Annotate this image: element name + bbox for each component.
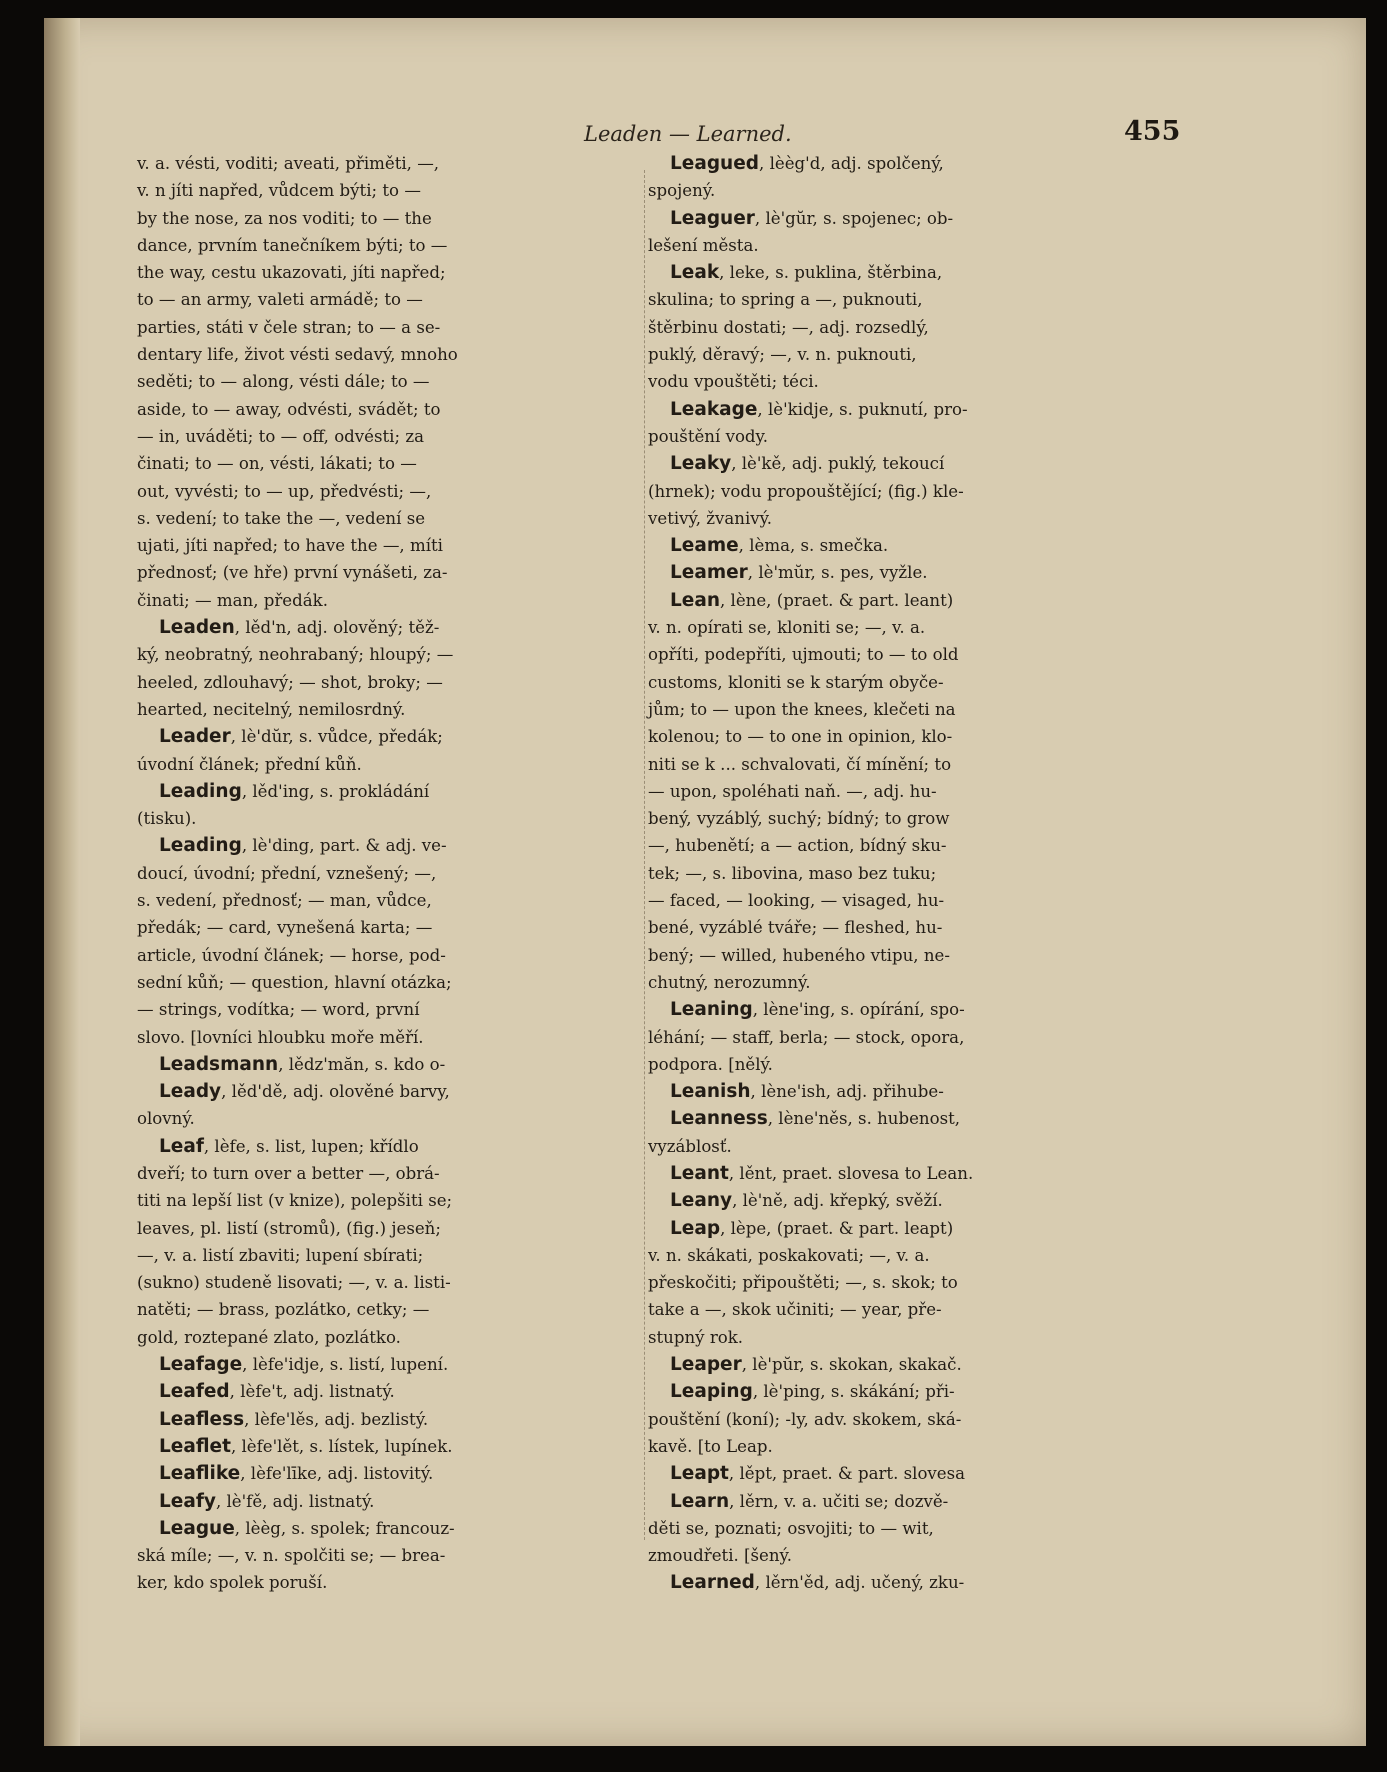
entry-text: niti se k ... schvalovati, čí mínění; to bbox=[648, 754, 952, 774]
entry-text: v. n. skákati, poskakovati; —, v. a. bbox=[648, 1245, 930, 1265]
entry-text: s. vedení; to take the —, vedení se bbox=[137, 508, 426, 528]
entry-text: jům; to — upon the knees, klečeti na bbox=[648, 699, 956, 719]
entry-line bbox=[137, 341, 645, 368]
entry-line bbox=[137, 205, 645, 232]
entry-text: skulina; to spring a —, puknouti, bbox=[648, 290, 923, 310]
entry-text: vetivý, žvanivý. bbox=[648, 508, 773, 528]
entry-text: podpora. [nělý. bbox=[648, 1054, 773, 1074]
entry-line bbox=[648, 505, 1158, 532]
entry-text: (tisku). bbox=[137, 809, 197, 829]
entry-line bbox=[648, 1051, 1158, 1078]
entry-line bbox=[648, 1406, 1158, 1433]
entry-text: , lědz'măn, s. kdo o- bbox=[278, 1054, 446, 1074]
entry-line-headword bbox=[137, 614, 645, 641]
entry-text: , lèfe'lět, s. lístek, lupínek. bbox=[230, 1436, 453, 1456]
entry-line bbox=[648, 751, 1158, 778]
entry-text: , lè'fě, adj. listnatý. bbox=[215, 1491, 375, 1511]
headword: League bbox=[159, 1517, 235, 1539]
entry-text: tek; —, s. libovina, maso bez tuku; bbox=[648, 863, 937, 883]
headword: Leanish bbox=[670, 1081, 751, 1103]
headword: Leadsmann bbox=[159, 1053, 279, 1075]
entry-text: , lè'pŭr, s. skokan, skakač. bbox=[741, 1355, 962, 1375]
entry-text: , lèpe, (praet. & part. leapt) bbox=[720, 1218, 954, 1238]
entry-text: , lène, (praet. & part. leant) bbox=[720, 590, 954, 610]
entry-line bbox=[137, 1160, 645, 1187]
entry-text: — in, uváděti; to — off, odvésti; za bbox=[137, 426, 424, 446]
entry-line-headword bbox=[648, 1351, 1158, 1378]
entry-line-headword bbox=[648, 396, 1158, 423]
column-divider bbox=[644, 170, 646, 1540]
entry-line bbox=[648, 641, 1158, 668]
entry-text: přednosť; (ve hře) první vynášeti, za- bbox=[137, 563, 448, 583]
headword: Leaning bbox=[670, 999, 753, 1021]
headword: Leaper bbox=[670, 1354, 742, 1376]
entry-text: ký, neobratný, neohrabaný; hloupý; — bbox=[137, 645, 454, 665]
entry-text: , lěd'ing, s. prokládání bbox=[241, 781, 430, 801]
entry-text: štěrbinu dostati; —, adj. rozsedlý, bbox=[648, 317, 929, 337]
entry-line-headword bbox=[137, 1051, 645, 1078]
entry-line bbox=[137, 532, 645, 559]
entry-text: — faced, — looking, — visaged, hu- bbox=[648, 891, 945, 911]
entry-text: kavě. [to Leap. bbox=[648, 1436, 773, 1456]
entry-text: opříti, podepříti, ujmouti; to — to old bbox=[648, 645, 959, 665]
entry-text: , lè'ping, s. skákání; při- bbox=[752, 1382, 955, 1402]
headword: Leamer bbox=[670, 562, 748, 584]
entry-line-headword bbox=[137, 1488, 645, 1515]
entry-line-headword bbox=[137, 1351, 645, 1378]
entry-text: aside, to — away, odvésti, svádět; to bbox=[137, 399, 441, 419]
entry-text: , lèfe't, adj. listnatý. bbox=[229, 1382, 395, 1402]
headword: Leafed bbox=[159, 1381, 230, 1403]
entry-line bbox=[648, 914, 1158, 941]
entry-text: — strings, vodítka; — word, první bbox=[137, 1000, 420, 1020]
entry-line bbox=[648, 423, 1158, 450]
entry-text: (sukno) studeně lisovati; —, v. a. listi- bbox=[137, 1273, 451, 1293]
entry-text: s. vedení, přednosť; — man, vůdce, bbox=[137, 891, 432, 911]
entry-text: vyzáblosť. bbox=[648, 1136, 732, 1156]
entry-text: , lè'dŭr, s. vůdce, předák; bbox=[230, 727, 443, 747]
entry-text: zmoudřeti. [šený. bbox=[648, 1546, 792, 1566]
entry-text: v. n. opírati se, kloniti se; —, v. a. bbox=[648, 618, 926, 638]
entry-text: dentary life, život vésti sedavý, mnoho bbox=[137, 345, 458, 365]
entry-line-headword bbox=[137, 1078, 645, 1105]
entry-text: , lè'mŭr, s. pes, vyžle. bbox=[747, 563, 928, 583]
entry-line bbox=[648, 860, 1158, 887]
headword: Leak bbox=[670, 262, 720, 284]
entry-text: , lèma, s. smečka. bbox=[738, 536, 889, 556]
entry-text: , lène'ing, s. opírání, spo- bbox=[752, 1000, 965, 1020]
entry-text: , leke, s. puklina, štěrbina, bbox=[719, 263, 943, 283]
entry-text: , lèfe'līke, adj. listovitý. bbox=[240, 1464, 434, 1484]
entry-text: , lěd'n, adj. olověný; těž- bbox=[234, 618, 440, 638]
entry-line-headword bbox=[648, 1187, 1158, 1214]
entry-line bbox=[137, 1215, 645, 1242]
entry-line bbox=[137, 669, 645, 696]
entry-line-headword bbox=[137, 1515, 645, 1542]
entry-text: titi na lepší list (v knize), polepšiti se; bbox=[137, 1191, 453, 1211]
entry-text: , lěpt, praet. & part. slovesa bbox=[728, 1464, 966, 1484]
entry-line-headword bbox=[648, 1460, 1158, 1487]
entry-text: heeled, zdlouhavý; — shot, broky; — bbox=[137, 672, 443, 692]
entry-text: hearted, necitelný, nemilosrdný. bbox=[137, 699, 406, 719]
entry-text: stupný rok. bbox=[648, 1327, 744, 1347]
headword: Leafage bbox=[159, 1354, 243, 1376]
entry-line bbox=[648, 778, 1158, 805]
entry-text: , lè'kidje, s. puknutí, pro- bbox=[757, 399, 968, 419]
entry-line bbox=[137, 1242, 645, 1269]
headword: Leaflike bbox=[159, 1463, 241, 1485]
entry-line bbox=[137, 559, 645, 586]
entry-line bbox=[648, 832, 1158, 859]
entry-line bbox=[648, 341, 1158, 368]
headword: Leany bbox=[670, 1190, 733, 1212]
entry-text: customs, kloniti se k starým obyče- bbox=[648, 672, 944, 692]
entry-line bbox=[137, 314, 645, 341]
entry-line bbox=[137, 1024, 645, 1051]
entry-line-headword bbox=[137, 832, 645, 859]
headword: Lean bbox=[670, 589, 720, 611]
entry-line bbox=[648, 805, 1158, 832]
entry-line bbox=[648, 314, 1158, 341]
entry-line-headword bbox=[648, 559, 1158, 586]
entry-line bbox=[648, 969, 1158, 996]
entry-text: činati; — man, předák. bbox=[137, 590, 328, 610]
entry-text: , lěd'dě, adj. olověné barvy, bbox=[221, 1082, 450, 1102]
headword: Learn bbox=[670, 1490, 730, 1512]
headword: Leanness bbox=[670, 1108, 768, 1130]
entry-text: take a —, skok učiniti; — year, pře- bbox=[648, 1300, 942, 1320]
entry-text: —, hubenětí; a — action, bídný sku- bbox=[648, 836, 947, 856]
entry-line-headword bbox=[648, 1569, 1158, 1596]
entry-text: v. n jíti napřed, vůdcem býti; to — bbox=[137, 181, 421, 201]
entry-line-headword bbox=[137, 723, 645, 750]
entry-text: pouštění vody. bbox=[648, 426, 769, 446]
entry-line-headword bbox=[137, 1378, 645, 1405]
entry-text: , lè'gŭr, s. spojenec; ob- bbox=[754, 208, 954, 228]
entry-text: doucí, úvodní; přední, vznešený; —, bbox=[137, 863, 437, 883]
headword: Leaflet bbox=[159, 1435, 231, 1457]
headword: Leading bbox=[159, 835, 242, 857]
entry-line-headword bbox=[648, 450, 1158, 477]
entry-text: ker, kdo spolek poruší. bbox=[137, 1573, 328, 1593]
entry-text: léhání; — staff, berla; — stock, opora, bbox=[648, 1027, 965, 1047]
entry-text: , lèèg, s. spolek; francouz- bbox=[234, 1518, 455, 1538]
entry-text: , lěnt, praet. slovesa to Lean. bbox=[728, 1163, 974, 1183]
entry-text: v. a. vésti, voditi; aveati, přiměti, —, bbox=[137, 154, 440, 173]
book-gutter bbox=[44, 18, 80, 1746]
entry-text: , lè'kě, adj. puklý, tekoucí bbox=[731, 454, 945, 474]
entry-line bbox=[648, 286, 1158, 313]
entry-text: , lèfe'idje, s. listí, lupení. bbox=[242, 1355, 449, 1375]
entry-line bbox=[648, 614, 1158, 641]
entry-line bbox=[648, 1242, 1158, 1269]
entry-line bbox=[137, 942, 645, 969]
entry-text: article, úvodní článek; — horse, pod- bbox=[137, 945, 446, 965]
entry-text: bené, vyzáblé tváře; — fleshed, hu- bbox=[648, 918, 943, 938]
entry-line bbox=[137, 1105, 645, 1132]
entry-line bbox=[137, 259, 645, 286]
headword: Leaguer bbox=[670, 207, 755, 229]
entry-line bbox=[137, 1542, 645, 1569]
entry-line bbox=[137, 1296, 645, 1323]
entry-text: lešení města. bbox=[648, 235, 759, 255]
entry-line-headword bbox=[137, 1406, 645, 1433]
entry-text: leaves, pl. listí (stromů), (fig.) jeseň; bbox=[137, 1218, 441, 1238]
entry-line-headword bbox=[648, 587, 1158, 614]
entry-line bbox=[648, 368, 1158, 395]
entry-line-headword bbox=[648, 1488, 1158, 1515]
headword: Leader bbox=[159, 726, 231, 748]
entry-line bbox=[137, 286, 645, 313]
headword: Leap bbox=[670, 1217, 721, 1239]
headword: Leagued bbox=[670, 153, 760, 174]
entry-line bbox=[137, 505, 645, 532]
entry-line-headword bbox=[648, 150, 1158, 177]
entry-line-headword bbox=[648, 996, 1158, 1023]
entry-text: přeskočiti; připouštěti; —, s. skok; to bbox=[648, 1273, 958, 1293]
headword: Leading bbox=[159, 780, 242, 802]
entry-line-headword bbox=[137, 1433, 645, 1460]
entry-text: , lè'ně, adj. křepký, svěží. bbox=[732, 1191, 943, 1211]
entry-text: (hrnek); vodu propouštějící; (fig.) kle- bbox=[648, 481, 964, 501]
entry-text: činati; to — on, vésti, lákati; to — bbox=[137, 454, 417, 474]
entry-line bbox=[648, 177, 1158, 204]
entry-text: vodu vpouštěti; téci. bbox=[648, 372, 819, 392]
entry-line bbox=[648, 1269, 1158, 1296]
entry-line-headword bbox=[648, 259, 1158, 286]
entry-line-headword bbox=[648, 1160, 1158, 1187]
headword: Leant bbox=[670, 1162, 729, 1184]
entry-line bbox=[648, 1542, 1158, 1569]
entry-text: předák; — card, vynešená karta; — bbox=[137, 918, 433, 938]
entry-text: dance, prvním tanečníkem býti; to — bbox=[137, 235, 448, 255]
entry-text: , lè'ding, part. & adj. ve- bbox=[241, 836, 447, 856]
entry-line bbox=[137, 969, 645, 996]
entry-text: slovo. [lovníci hloubku moře měří. bbox=[137, 1027, 424, 1047]
entry-text: , lèèg'd, adj. spolčený, bbox=[759, 154, 944, 173]
headword: Leaping bbox=[670, 1381, 753, 1403]
entry-line-headword bbox=[137, 1460, 645, 1487]
entry-line bbox=[137, 423, 645, 450]
headword: Leafy bbox=[159, 1490, 216, 1512]
entry-text: ská míle; —, v. n. spolčiti se; — brea- bbox=[137, 1546, 446, 1566]
entry-text: , lène'něs, s. hubenost, bbox=[767, 1109, 961, 1129]
entry-line-headword bbox=[648, 1078, 1158, 1105]
entry-text: parties, státi v čele stran; to — a se- bbox=[137, 317, 441, 337]
entry-text: —, v. a. listí zbaviti; lupení sbírati; bbox=[137, 1245, 424, 1265]
entry-line bbox=[137, 914, 645, 941]
headword: Leafless bbox=[159, 1408, 245, 1430]
entry-line bbox=[137, 1269, 645, 1296]
entry-text: by the nose, za nos voditi; to — the bbox=[137, 208, 432, 228]
entry-text: seděti; to — along, vésti dále; to — bbox=[137, 372, 430, 392]
entry-line bbox=[648, 1433, 1158, 1460]
entry-line-headword bbox=[648, 532, 1158, 559]
entry-line-headword bbox=[137, 1133, 645, 1160]
entry-line bbox=[648, 232, 1158, 259]
left-column bbox=[137, 150, 645, 1593]
entry-line bbox=[648, 1515, 1158, 1542]
entry-line bbox=[137, 805, 645, 832]
headword: Leame bbox=[670, 535, 739, 557]
entry-line bbox=[137, 450, 645, 477]
entry-line-headword bbox=[648, 205, 1158, 232]
entry-text: olovný. bbox=[137, 1109, 195, 1129]
entry-line bbox=[137, 396, 645, 423]
entry-line-headword bbox=[648, 1215, 1158, 1242]
right-column bbox=[648, 150, 1158, 1594]
entry-line bbox=[137, 1324, 645, 1351]
entry-text: bený, vyzáblý, suchý; bídný; to grow bbox=[648, 809, 950, 829]
entry-text: gold, roztepané zlato, pozlátko. bbox=[137, 1327, 401, 1347]
entry-line bbox=[137, 996, 645, 1023]
entry-text: dveří; to turn over a better —, obrá- bbox=[137, 1163, 440, 1183]
headword: Leakage bbox=[670, 398, 758, 420]
entry-line bbox=[137, 1187, 645, 1214]
entry-line bbox=[137, 368, 645, 395]
entry-text: , lěrn'ěd, adj. učený, zku- bbox=[754, 1573, 965, 1593]
entry-text: the way, cestu ukazovati, jíti napřed; bbox=[137, 263, 446, 283]
entry-text: děti se, poznati; osvojiti; to — wit, bbox=[648, 1518, 934, 1538]
entry-text: bený; — willed, hubeného vtipu, ne- bbox=[648, 945, 950, 965]
headword: Leaf bbox=[159, 1135, 204, 1157]
entry-line bbox=[137, 641, 645, 668]
entry-line bbox=[648, 1024, 1158, 1051]
running-header: Leaden — Learned. bbox=[584, 122, 792, 146]
entry-text: spojený. bbox=[648, 181, 716, 201]
entry-line bbox=[648, 669, 1158, 696]
entry-line bbox=[137, 1569, 645, 1596]
entry-line bbox=[648, 887, 1158, 914]
entry-line bbox=[137, 696, 645, 723]
entry-line bbox=[648, 1324, 1158, 1351]
entry-text: , lène'ish, adj. přihube- bbox=[750, 1082, 944, 1102]
page-number: 455 bbox=[1124, 116, 1181, 147]
entry-line-headword bbox=[137, 778, 645, 805]
headword: Leaky bbox=[670, 453, 732, 475]
entry-line-headword bbox=[648, 1378, 1158, 1405]
headword: Learned bbox=[670, 1572, 755, 1594]
entry-text: , lèfe, s. list, lupen; křídlo bbox=[203, 1136, 419, 1156]
entry-line-headword bbox=[648, 1105, 1158, 1132]
entry-text: natěti; — brass, pozlátko, cetky; — bbox=[137, 1300, 430, 1320]
entry-line bbox=[137, 150, 645, 177]
entry-text: kolenou; to — to one in opinion, klo- bbox=[648, 727, 953, 747]
entry-line bbox=[137, 177, 645, 204]
entry-text: , lěrn, v. a. učiti se; dozvě- bbox=[729, 1491, 949, 1511]
entry-line bbox=[648, 478, 1158, 505]
entry-line bbox=[648, 1296, 1158, 1323]
headword: Leady bbox=[159, 1081, 222, 1103]
entry-line bbox=[137, 860, 645, 887]
entry-line bbox=[137, 232, 645, 259]
entry-line bbox=[137, 478, 645, 505]
entry-text: , lèfe'lěs, adj. bezlistý. bbox=[244, 1409, 429, 1429]
entry-line bbox=[648, 723, 1158, 750]
entry-line bbox=[648, 696, 1158, 723]
entry-text: ujati, jíti napřed; to have the —, míti bbox=[137, 536, 443, 556]
entry-text: — upon, spoléhati naň. —, adj. hu- bbox=[648, 781, 937, 801]
headword: Leapt bbox=[670, 1463, 729, 1485]
entry-text: to — an army, valeti armádě; to — bbox=[137, 290, 423, 310]
headword: Leaden bbox=[159, 617, 235, 639]
entry-text: puklý, děravý; —, v. n. puknouti, bbox=[648, 345, 917, 365]
entry-text: out, vyvésti; to — up, předvésti; —, bbox=[137, 481, 432, 501]
entry-line bbox=[137, 751, 645, 778]
entry-text: pouštění (koní); -ly, adv. skokem, ská- bbox=[648, 1409, 962, 1429]
entry-text: chutný, nerozumný. bbox=[648, 972, 811, 992]
entry-line bbox=[137, 587, 645, 614]
entry-line bbox=[648, 942, 1158, 969]
entry-text: úvodní článek; přední kůň. bbox=[137, 754, 362, 774]
entry-line bbox=[137, 887, 645, 914]
entry-text: sední kůň; — question, hlavní otázka; bbox=[137, 972, 452, 992]
entry-line bbox=[648, 1133, 1158, 1160]
